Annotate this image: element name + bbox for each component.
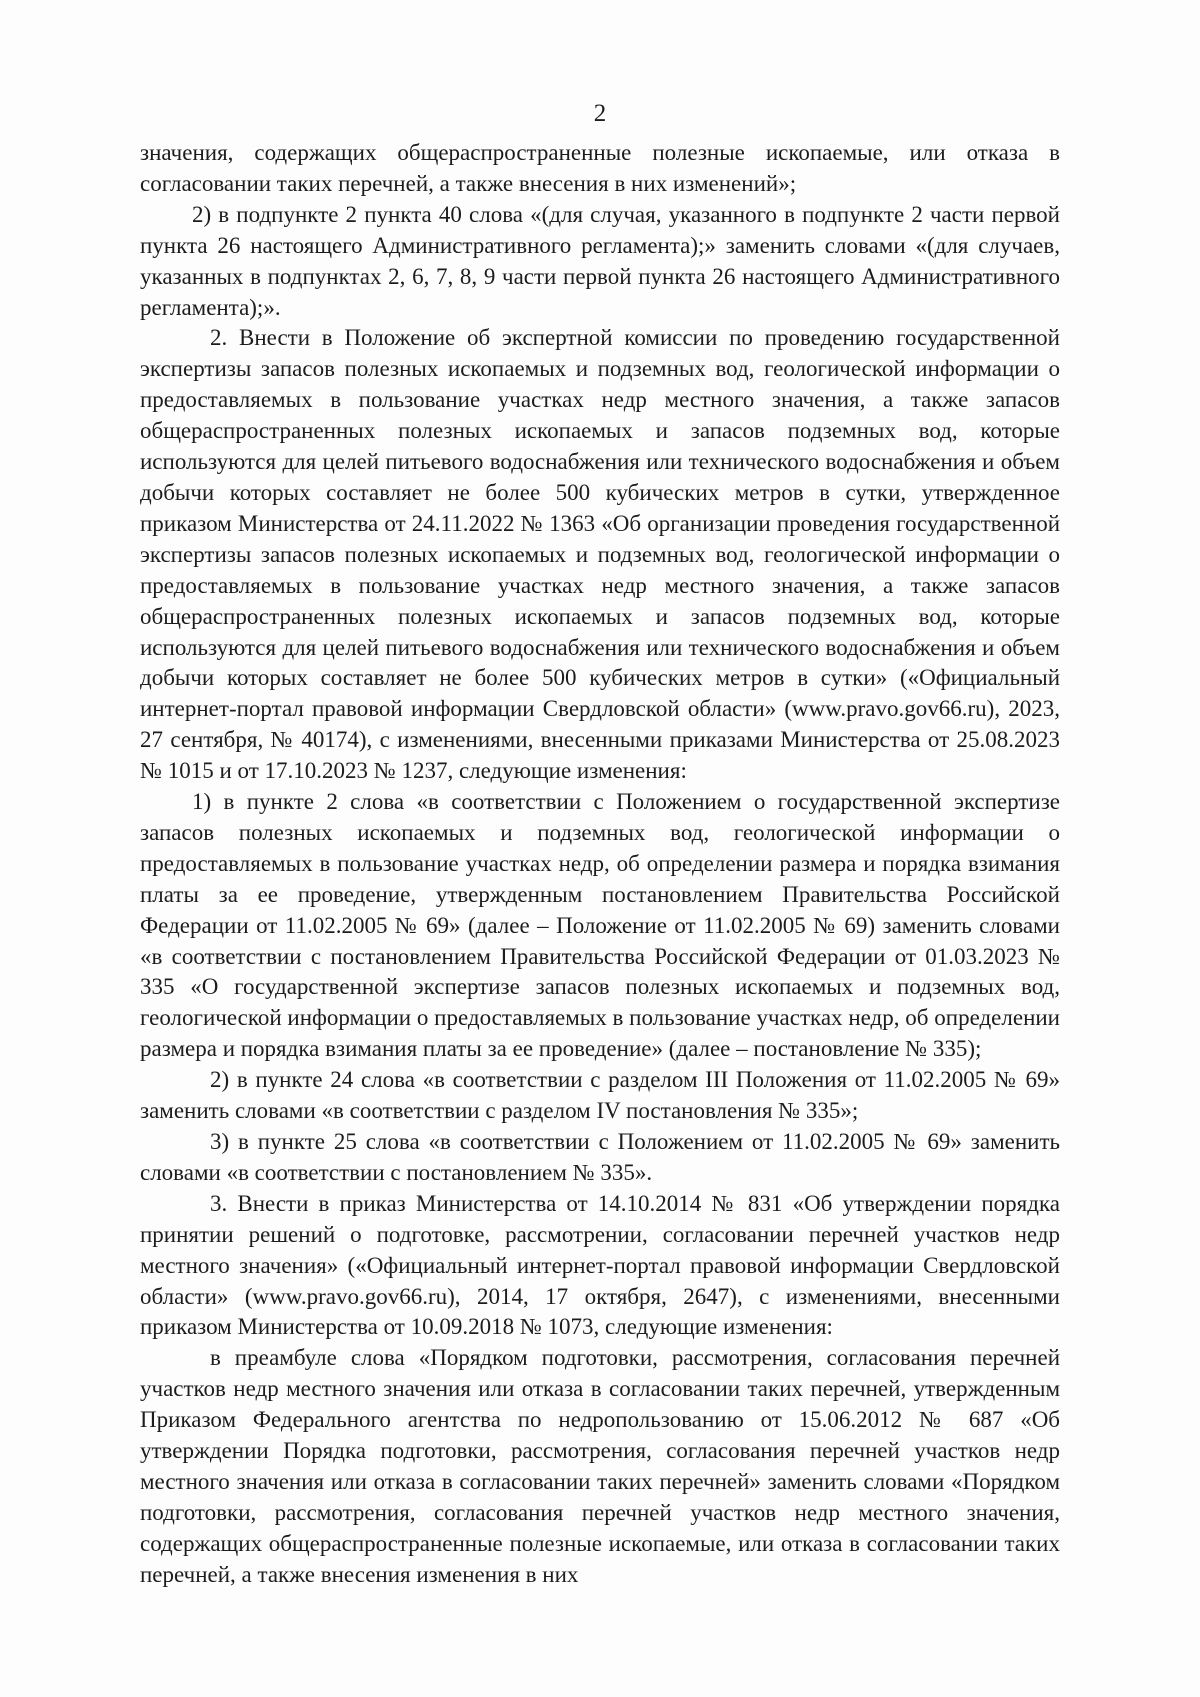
paragraph-section-2-item-3: 3) в пункте 25 слова «в соответствии с Положением от 11.02.2005 № 69» заменить словами «в соответствии с постановлением № 335».: [140, 1129, 1060, 1185]
paragraph-item-2: 2) в подпункте 2 пункта 40 слова «(для случая, указанного в подпункте 2 части первой пункта 26 настоящего Административного регламента);» заменить словами «(для случаев, указанных в подпунктах 2, 6, 7, 8, 9 части первой пункта 26 настоящего Административного регламента);».: [140, 201, 1060, 320]
page-number: 2: [593, 100, 607, 127]
document-body: [140, 138, 1060, 1591]
paragraph-section-3: 3. Внести в приказ Министерства от 14.10.2014 № 831 «Об утверждении порядка принятии решений о подготовке, рассмотрении, согласовании перечней участков недр местного значения» («Официальный интернет-портал правовой информации Свердловской области» (www.pravo.gov66.ru), 2014, 17 октября, 2647), с изменениями, внесенными приказом Министерства от 10.09.2018 № 1073, следующие изменения:: [140, 1190, 1060, 1340]
paragraph-continuation: значения, содержащих общераспространенные полезные ископаемые, или отказа в согласовании таких перечней, а также внесения в них изменений»;: [140, 140, 1060, 196]
paragraph-section-3-preamble: в преамбуле слова «Порядком подготовки, рассмотрения, согласования перечней участков недр местного значения или отказа в согласовании таких перечней, утвержденным Приказом Федерального агентства по недропользованию от 15.06.2012 № 687 «Об утверждении Порядка подготовки, рассмотрения, согласования перечней участков недр местного значения или отказа в согласовании таких перечней» заменить словами «Порядком подготовки, рассмотрения, согласования перечней участков недр местного значения, содержащих общераспространенные полезные ископаемые, или отказа в согласовании таких перечней, а также внесения изменения в них: [140, 1345, 1060, 1587]
paragraph-section-2-item-2: 2) в пункте 24 слова «в соответствии с разделом III Положения от 11.02.2005 № 69» заменить словами «в соответствии с разделом IV постановления № 335»;: [140, 1067, 1060, 1124]
paragraph-section-2-item-1: 1) в пункте 2 слова «в соответствии с Положением о государственной экспертизе запасов полезных ископаемых и подземных вод, геологической информации о предоставляемых в пользование участках недр, об определении размера и порядка взимания платы за ее проведение, утвержденным постановлением Правительства Российской Федерации от 11.02.2005 № 69» (далее – Положение от 11.02.2005 № 69) заменить словами «в соответствии с постановлением Правительства Российской Федерации от 01.03.2023 № 335 «О государственной экспертизе запасов полезных ископаемых и подземных вод, геологической информации о предоставляемых в пользование участках недр, об определении размера и порядка взимания платы за ее проведение» (далее – постановление № 335);: [140, 789, 1060, 1062]
paragraph-section-2: 2. Внести в Положение об экспертной комиссии по проведению государственной экспертизы запасов полезных ископаемых и подземных вод, геологической информации о предоставляемых в пользование участках недр местного значения, а также запасов общераспространенных полезных ископаемых и запасов подземных вод, которые используются для целей питьевого водоснабжения или технического водоснабжения и объем добычи которых составляет не более 500 кубических метров в сутки, утвержденное приказом Министерства от 24.11.2022 № 1363 «Об организации проведения государственной экспертизы запасов полезных ископаемых и подземных вод, геологической информации о предоставляемых в пользование участках недр местного значения, а также запасов общераспространенных полезных ископаемых и запасов подземных вод, которые используются для целей питьевого водоснабжения или технического водоснабжения и объем добычи которых составляет не более 500 кубических метров в сутки» («Официальный интернет-портал правовой информации Свердловской области» (www.pravo.gov66.ru), 2023, 27 сентября, № 40174), с изменениями, внесенными приказами Министерства от 25.08.2023 № 1015 и от 17.10.2023 № 1237, следующие изменения:: [140, 325, 1060, 784]
